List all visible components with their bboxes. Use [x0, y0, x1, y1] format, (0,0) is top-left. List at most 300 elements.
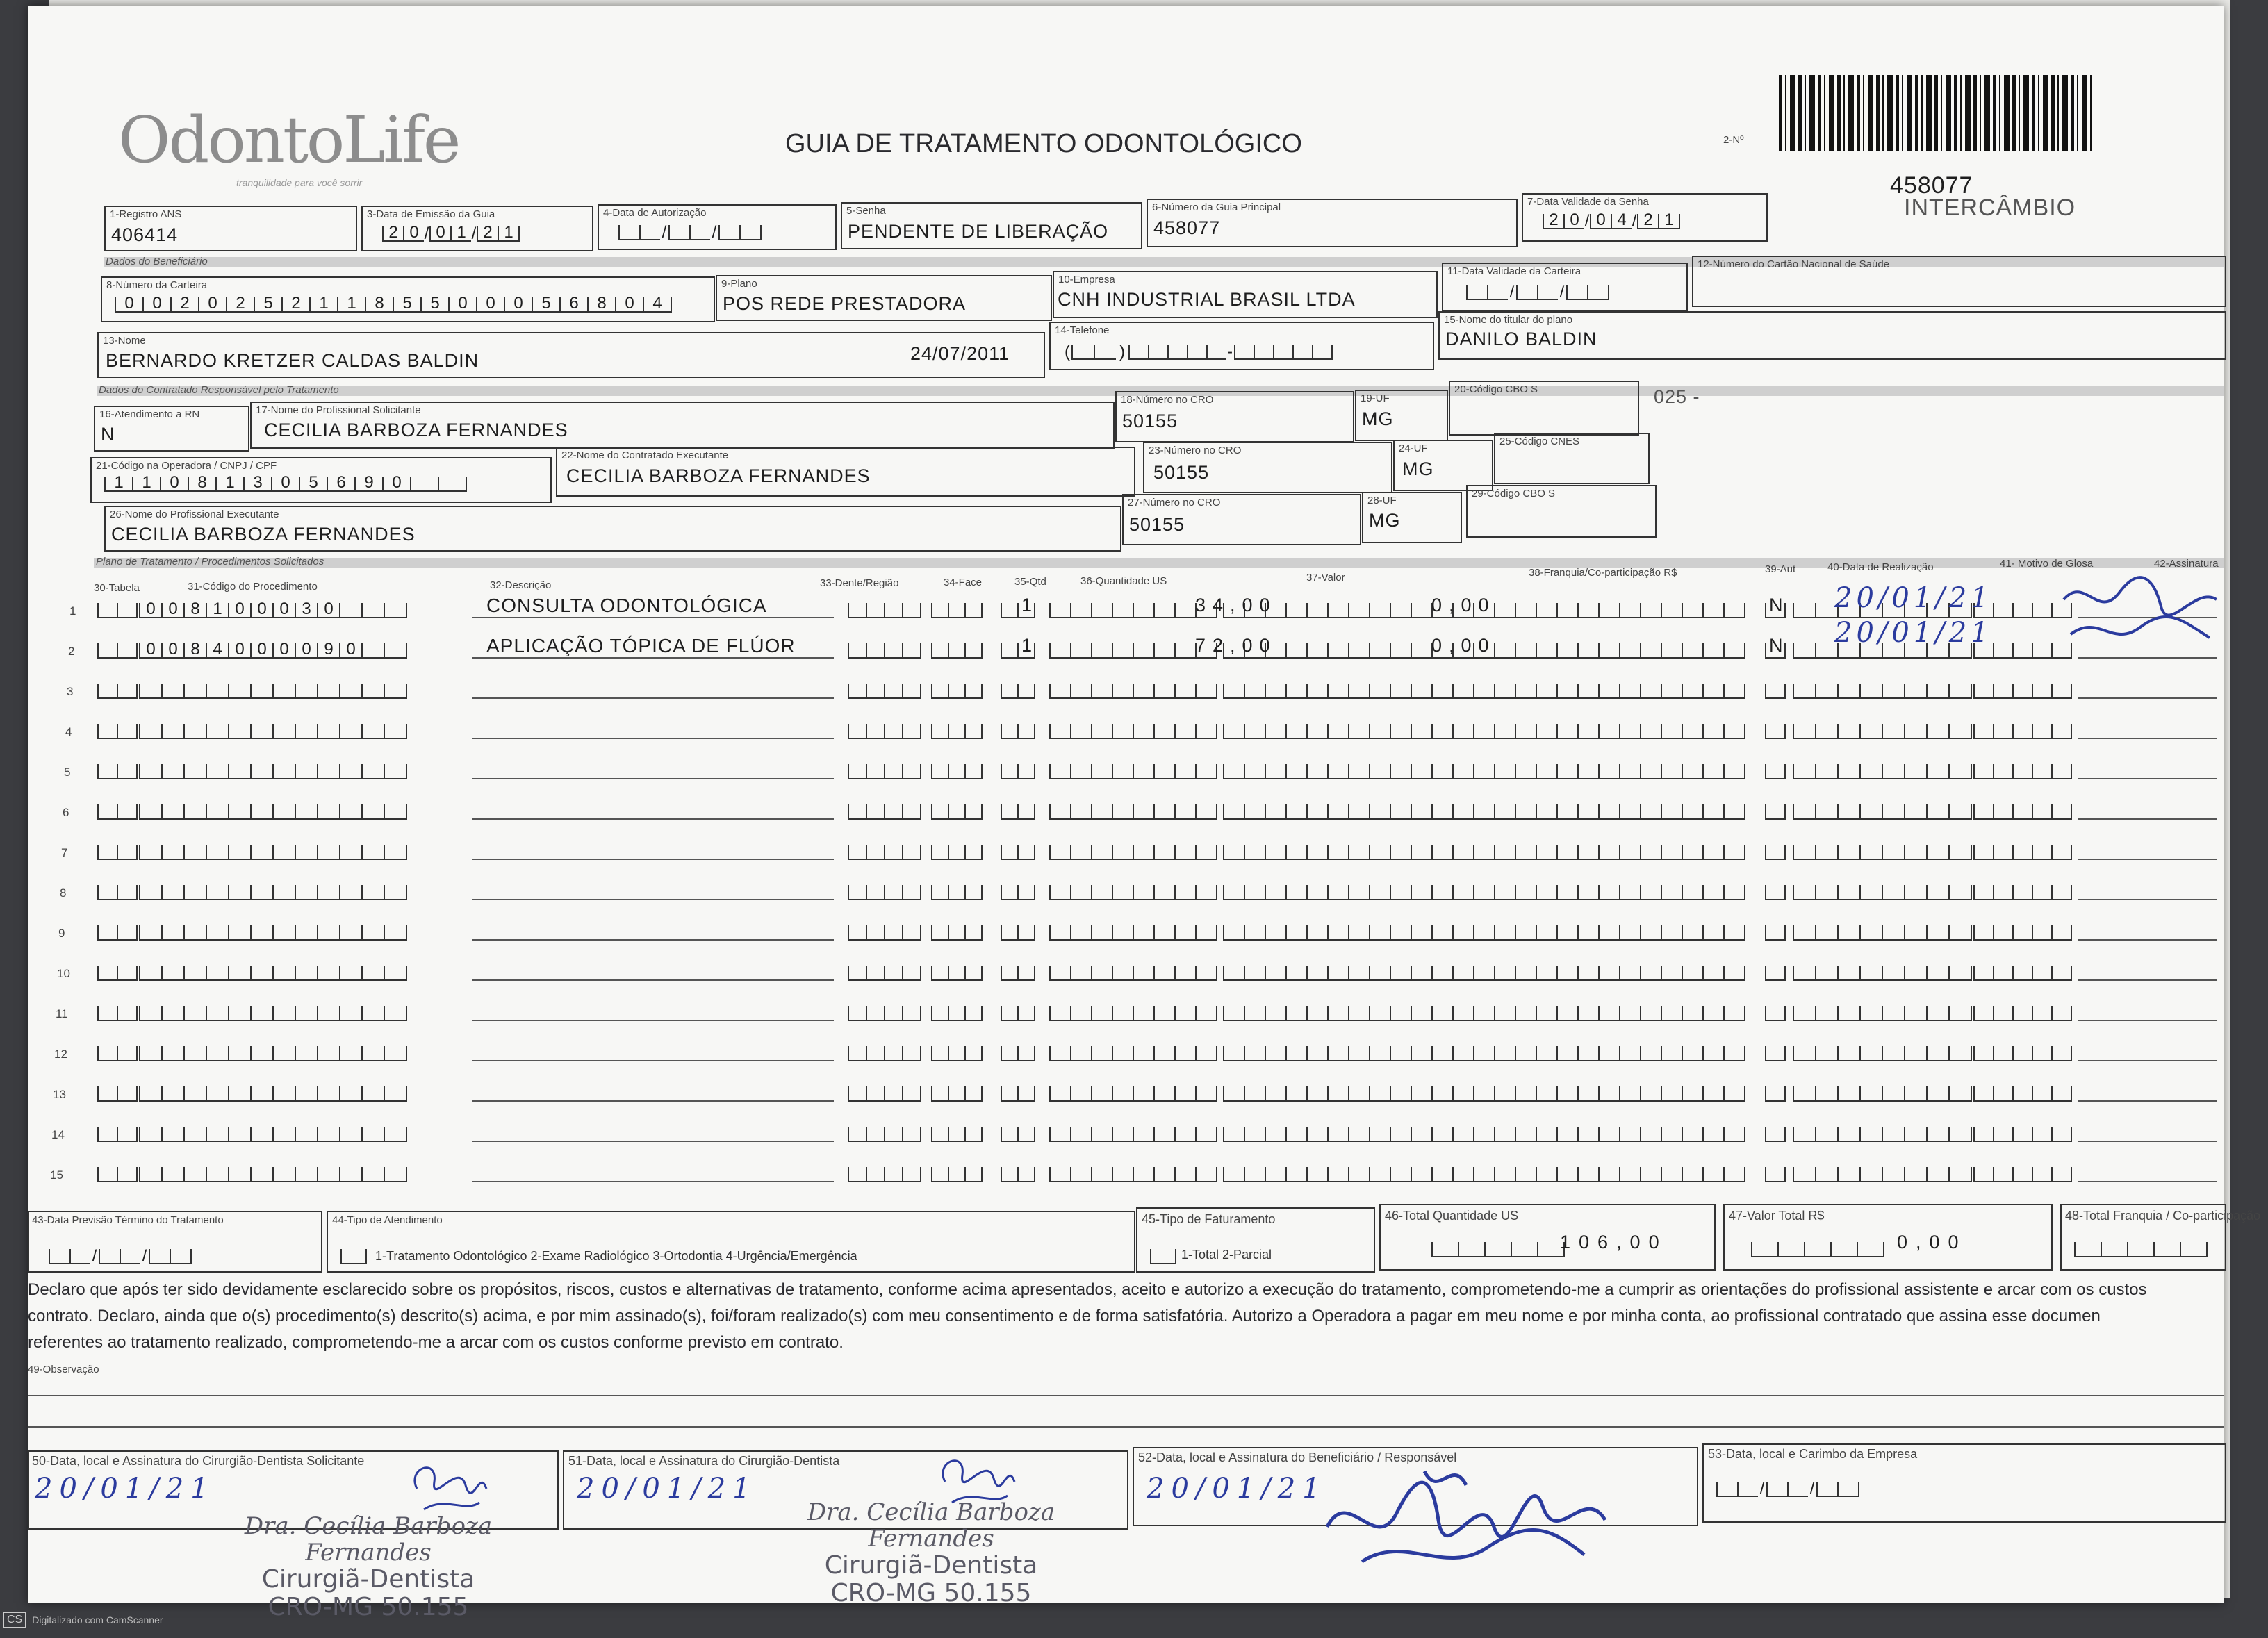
row-face-cells — [931, 845, 983, 860]
col-codigo: 31-Código do Procedimento — [188, 581, 318, 593]
stamp-2-name: Dra. Cecília Barboza Fernandes — [807, 1498, 1055, 1553]
row-qtd-us-cells — [1049, 845, 1217, 860]
row-number: 9 — [58, 927, 65, 940]
page-title: GUIA DE TRATAMENTO ODONTOLÓGICO — [785, 129, 1302, 158]
uf-19-label: 19-UF — [1361, 392, 1390, 404]
telefone-label: 14-Telefone — [1055, 324, 1110, 336]
row-qtd-cells — [1001, 1046, 1035, 1061]
row-assinatura-line[interactable] — [2078, 1141, 2217, 1142]
row-aut-cells — [1765, 684, 1786, 699]
row-dente-cells — [848, 885, 921, 900]
row-qtd-cells — [1001, 1127, 1035, 1142]
row-number: 11 — [56, 1007, 68, 1020]
row-tabela-cells — [97, 1006, 138, 1021]
previsao-termino-label: 43-Data Previsão Término do Tratamento — [32, 1214, 224, 1226]
franquia-total-cells — [2074, 1242, 2208, 1257]
row-dente-cells — [848, 1086, 921, 1102]
row-data-cells — [1793, 1167, 1972, 1182]
row-assinatura-line[interactable] — [2078, 697, 2217, 699]
col-data-realizacao: 40-Data de Realização — [1827, 561, 1934, 573]
row-data-cells — [1793, 966, 1972, 981]
row-descricao-line[interactable] — [472, 1060, 834, 1061]
row-number: 15 — [50, 1168, 63, 1182]
row-qtd-us-cells — [1049, 1167, 1217, 1182]
signature-52-label: 52-Data, local e Assinatura do Beneficiário / Responsável — [1138, 1450, 1457, 1464]
row-tabela-cells — [97, 966, 138, 981]
col-franquia: 38-Franquia/Co-participação R$ — [1529, 567, 1677, 579]
uf-24-label: 24-UF — [1399, 442, 1428, 454]
row-aut-cells — [1765, 804, 1786, 820]
row-dente-cells — [848, 845, 921, 860]
row-dente-cells — [848, 764, 921, 779]
row-glosa-cells — [1973, 1006, 2072, 1021]
row-codigo-cells — [139, 764, 407, 779]
row-qtd-cells — [1001, 684, 1035, 699]
row-data-cells — [1793, 1006, 1972, 1021]
uf-28-label: 28-UF — [1367, 495, 1397, 506]
row-data-cells — [1793, 684, 1972, 699]
row-qtd-us-cells — [1049, 764, 1217, 779]
row-tabela-cells — [97, 603, 138, 618]
solicitante-value: CECILIA BARBOZA FERNANDES — [264, 420, 568, 440]
row-dente-cells — [848, 684, 921, 699]
registro-ans-value: 406414 — [111, 224, 179, 245]
validade-senha-label: 7-Data Validade da Senha — [1527, 196, 1649, 208]
row-qtd-us-cells — [1049, 684, 1217, 699]
row-glosa-cells — [1973, 885, 2072, 900]
guia-principal-value: 458077 — [1153, 217, 1221, 238]
row-assinatura-line[interactable] — [2078, 859, 2217, 860]
col-dente: 33-Dente/Região — [820, 577, 899, 589]
row-dente-cells — [848, 1167, 921, 1182]
row-number: 12 — [54, 1048, 67, 1061]
row-codigo-cells — [139, 1006, 407, 1021]
uf-24-value: MG — [1402, 458, 1434, 479]
row-aut-cells — [1765, 1127, 1786, 1142]
row-glosa-cells — [1973, 764, 2072, 779]
cnes-label: 25-Código CNES — [1499, 436, 1580, 447]
signature-50-date: 20/01/21 — [35, 1473, 215, 1505]
row-tabela-cells — [97, 804, 138, 820]
total-us-value: 106,00 — [1560, 1232, 1668, 1252]
nome-value: BERNARDO KRETZER CALDAS BALDIN — [106, 350, 479, 371]
row-qtd-cells — [1001, 724, 1035, 739]
row-face-cells — [931, 643, 983, 659]
row-valor-cells — [1223, 724, 1474, 739]
row-qtd-cells — [1001, 1167, 1035, 1182]
row-assinatura-line[interactable] — [2078, 899, 2217, 900]
dentist-stamp-2 — [757, 1499, 1105, 1608]
col-aut: 39-Aut — [1765, 563, 1796, 575]
row-codigo-cells — [139, 804, 407, 820]
row-number: 3 — [67, 685, 74, 698]
row-descricao-line[interactable] — [472, 617, 834, 618]
nascimento-value: 24/07/2011 — [910, 343, 1010, 364]
row-qtd-cells — [1001, 764, 1035, 779]
carteira-cells: 0 0 2 0 2 5 2 1 1 8 5 5 0 0 0 5 6 8 0 4 — [115, 297, 672, 313]
row-number: 4 — [65, 725, 72, 738]
row-franquia-cells — [1473, 966, 1745, 981]
row-franquia-cells — [1473, 845, 1745, 860]
titular-label: 15-Nome do titular do plano — [1444, 314, 1573, 326]
row-data-cells — [1793, 724, 1972, 739]
atendimento-rn-label: 16-Atendimento a RN — [99, 408, 200, 420]
cbo-20-value: 025 - — [1654, 386, 1700, 407]
row-franquia-cells — [1473, 804, 1745, 820]
row-qtd-us-cells — [1049, 925, 1217, 941]
row-descricao-line[interactable] — [472, 899, 834, 900]
logo — [118, 103, 459, 188]
row-face-cells — [931, 925, 983, 941]
cro-23-label: 23-Número no CRO — [1149, 445, 1242, 456]
row-glosa-cells — [1973, 684, 2072, 699]
row-qtd: 1 — [1021, 595, 1040, 615]
cro-27-label: 27-Número no CRO — [1128, 497, 1221, 508]
row-valor-cells — [1223, 764, 1474, 779]
row-tabela-cells — [97, 724, 138, 739]
row-qtd-us-cells — [1049, 603, 1217, 618]
row-dente-cells — [848, 1006, 921, 1021]
row-glosa-cells — [1973, 1046, 2072, 1061]
row-aut-cells — [1765, 1086, 1786, 1102]
row-valor-cells — [1223, 885, 1474, 900]
row-franquia-cells — [1473, 1127, 1745, 1142]
row-assinatura-line[interactable] — [2078, 1181, 2217, 1182]
row-assinatura-line[interactable] — [2078, 738, 2217, 739]
row-tabela-cells — [97, 643, 138, 659]
row-valor-cells — [1223, 804, 1474, 820]
executante-contratado-label: 22-Nome do Contratado Executante — [561, 449, 729, 461]
barcode — [1779, 75, 2092, 151]
row-franquia-cells — [1473, 643, 1745, 659]
row-descricao-line[interactable] — [472, 939, 834, 941]
cro-18-value: 50155 — [1122, 411, 1178, 431]
row-codigo-cells — [139, 1086, 407, 1102]
signature-53-label: 53-Data, local e Carimbo da Empresa — [1708, 1447, 1918, 1461]
dentist-stamp-1 — [195, 1513, 542, 1622]
row-face-cells — [931, 1006, 983, 1021]
solicitante-label: 17-Nome do Profissional Solicitante — [256, 404, 421, 416]
row-descricao-line[interactable] — [472, 979, 834, 981]
row-codigo-cells — [139, 966, 407, 981]
row-number: 5 — [64, 766, 71, 779]
row-codigo-cells — [139, 885, 407, 900]
valor-total-label: 47-Valor Total R$ — [1729, 1209, 1825, 1223]
row-descricao: APLICAÇÃO TÓPICA DE FLÚOR — [486, 635, 796, 656]
uf-19-value: MG — [1362, 408, 1394, 429]
row-face-cells — [931, 764, 983, 779]
stamp-1-cro: CRO-MG 50.155 — [268, 1593, 469, 1622]
row-qtd: 1 — [1021, 635, 1040, 656]
franquia-total-label: 48-Total Franquia / Co-participação — [2065, 1209, 2261, 1223]
nome-label: 13-Nome — [103, 335, 146, 347]
row-dente-cells — [848, 724, 921, 739]
cro-27-value: 50155 — [1129, 514, 1185, 535]
col-qtd: 35-Qtd — [1014, 576, 1046, 588]
row-valor-cells — [1223, 966, 1474, 981]
row-valor-cells — [1223, 684, 1474, 699]
row-franquia-cells — [1473, 1167, 1745, 1182]
row-aut-cells — [1765, 724, 1786, 739]
row-number: 7 — [61, 846, 68, 859]
row-tabela-cells — [97, 885, 138, 900]
row-number: 8 — [60, 886, 67, 900]
row-data-cells — [1793, 1046, 1972, 1061]
row-tabela-cells — [97, 1167, 138, 1182]
row-descricao-line[interactable] — [472, 1100, 834, 1102]
row-codigo-cells: 0 0 8 1 0 0 0 3 0 — [139, 603, 407, 618]
row-dente-cells — [848, 603, 921, 618]
row-franquia-cells — [1473, 764, 1745, 779]
row-franquia-cells — [1473, 1006, 1745, 1021]
dentist-initials-2 — [931, 1447, 1021, 1509]
row-qtd-us-cells — [1049, 1046, 1217, 1061]
row-descricao-line[interactable] — [472, 738, 834, 739]
row-valor-cells — [1223, 925, 1474, 941]
camscanner-icon: CS — [3, 1612, 26, 1628]
row-assinatura-line[interactable] — [2078, 1100, 2217, 1102]
stamp-2-cro: CRO-MG 50.155 — [830, 1579, 1032, 1608]
row-codigo-cells — [139, 1167, 407, 1182]
row-codigo-cells — [139, 925, 407, 941]
col-motivo-glosa: 41- Motivo de Glosa — [2000, 558, 2094, 570]
row-data-cells — [1793, 925, 1972, 941]
row-tabela-cells — [97, 1086, 138, 1102]
row-glosa-cells — [1973, 1086, 2072, 1102]
cro-18-label: 18-Número no CRO — [1121, 394, 1214, 406]
cns-label: 12-Número do Cartão Nacional de Saúde — [1698, 258, 1889, 270]
row-face-cells — [931, 1167, 983, 1182]
row-data-cells — [1793, 1086, 1972, 1102]
row-assinatura-line[interactable] — [2078, 657, 2217, 659]
row-tabela-cells — [97, 925, 138, 941]
row-valor-cells — [1223, 1046, 1474, 1061]
stamp-1-role: Cirurgiã-Dentista — [261, 1565, 475, 1594]
col-descricao: 32-Descrição — [490, 579, 552, 591]
tipo-faturamento-checkbox[interactable] — [1150, 1249, 1176, 1264]
previsao-termino-cells: / / — [49, 1249, 192, 1264]
row-assinatura-line[interactable] — [2078, 1020, 2217, 1021]
cbo-29-label: 29-Código CBO S — [1472, 488, 1556, 499]
row-face-cells — [931, 885, 983, 900]
row-number: 2 — [68, 645, 75, 658]
row-signature-scribble — [2057, 572, 2224, 655]
codigo-operadora-label: 21-Código na Operadora / CNPJ / CPF — [96, 460, 277, 472]
row-tabela-cells — [97, 764, 138, 779]
row-qtd-us-cells — [1049, 1006, 1217, 1021]
stamp-1-name: Dra. Cecília Barboza Fernandes — [244, 1512, 493, 1567]
total-us-label: 46-Total Quantidade US — [1385, 1209, 1519, 1223]
col-qtd-us: 36-Quantidade US — [1080, 575, 1167, 587]
row-tabela-cells — [97, 845, 138, 860]
senha-label: 5-Senha — [846, 205, 886, 217]
row-aut: N — [1769, 635, 1790, 656]
titular-value: DANILO BALDIN — [1445, 329, 1597, 349]
row-qtd-cells — [1001, 804, 1035, 820]
executante-contratado-value: CECILIA BARBOZA FERNANDES — [566, 465, 871, 486]
row-qtd-cells — [1001, 885, 1035, 900]
row-qtd-cells — [1001, 925, 1035, 941]
uf-28-value: MG — [1369, 510, 1401, 531]
row-assinatura-line[interactable] — [2078, 979, 2217, 981]
total-us-cells — [1431, 1242, 1565, 1257]
row-aut-cells — [1765, 1167, 1786, 1182]
row-glosa-cells — [1973, 966, 2072, 981]
empresa-value: CNH INDUSTRIAL BRASIL LTDA — [1058, 289, 1356, 310]
row-dente-cells — [848, 1127, 921, 1142]
signature-52-date: 20/01/21 — [1147, 1473, 1327, 1505]
row-descricao-line[interactable] — [472, 1020, 834, 1021]
row-face-cells — [931, 1127, 983, 1142]
row-aut-cells — [1765, 966, 1786, 981]
row-qtd-us: 34,00 — [1195, 595, 1277, 615]
section-contratado: Dados do Contratado Responsável pelo Tratamento — [99, 384, 339, 396]
row-qtd-us-cells — [1049, 1127, 1217, 1142]
row-number: 1 — [69, 604, 76, 618]
tipo-faturamento-label: 45-Tipo de Faturamento — [1142, 1212, 1276, 1226]
row-face-cells — [931, 966, 983, 981]
empresa-label: 10-Empresa — [1058, 274, 1115, 286]
dentist-initials-1 — [403, 1454, 493, 1516]
row-assinatura-line[interactable] — [2078, 939, 2217, 941]
row-qtd-cells — [1001, 966, 1035, 981]
row-descricao-line[interactable] — [472, 657, 834, 659]
row-assinatura-line[interactable] — [2078, 778, 2217, 779]
row-descricao: CONSULTA ODONTOLÓGICA — [486, 595, 767, 616]
row-franquia-cells — [1473, 724, 1745, 739]
logo-tagline: tranquilidade para você sorrir — [236, 177, 363, 188]
row-codigo-cells — [139, 845, 407, 860]
profissional-executante-value: CECILIA BARBOZA FERNANDES — [111, 524, 416, 545]
row-qtd-cells — [1001, 1006, 1035, 1021]
profissional-executante-label: 26-Nome do Profissional Executante — [110, 508, 279, 520]
row-number: 13 — [53, 1088, 66, 1101]
row-glosa-cells — [1973, 925, 2072, 941]
plano-label: 9-Plano — [721, 278, 757, 290]
row-qtd-cells — [1001, 1086, 1035, 1102]
telefone-cells: ( ) - — [1063, 345, 1333, 360]
declaracao-line-1: Declaro que após ter sido devidamente esclarecido sobre os propósitos, riscos, custos e alternativas de tratamento, conforme acima apresentados, aceito e autorizo a execução do tratamento, comprometendo-me a cumprir as orientações do profissional assistente e arcar com os custos — [28, 1280, 2147, 1299]
data-autorizacao-label: 4-Data de Autorização — [603, 207, 707, 219]
row-tabela-cells — [97, 684, 138, 699]
data-emissao-label: 3-Data de Emissão da Guia — [367, 208, 495, 220]
observacao-label: 49-Observação — [28, 1364, 99, 1375]
observacao-line-2 — [28, 1426, 2224, 1428]
row-valor-cells — [1223, 1167, 1474, 1182]
row-codigo-cells — [139, 1127, 407, 1142]
row-qtd-us-cells — [1049, 643, 1217, 659]
declaracao-line-2: contrato. Declaro, ainda que o(s) procedimento(s) descrito(s) acima, e por mim assinado(s), foi/foram realizado(s) com meu consentimento e de forma satisfatória. Autorizo a Operadora a pagar em meu nome e por minha conta, ao profissional contratado que assina esse documen — [28, 1307, 2101, 1325]
row1-handwritten-date: 20/01/21 — [1834, 582, 1993, 614]
row-dente-cells — [848, 966, 921, 981]
guia-type: INTERCÂMBIO — [1904, 195, 2076, 221]
row-codigo-cells — [139, 1046, 407, 1061]
col-valor: 37-Valor — [1306, 572, 1345, 584]
row-qtd-us-cells — [1049, 804, 1217, 820]
row-codigo-cells — [139, 724, 407, 739]
senha-value: PENDENTE DE LIBERAÇÃO — [848, 221, 1109, 242]
signature-51-date: 20/01/21 — [577, 1473, 757, 1505]
guia-number-label: 2-Nº — [1723, 134, 1744, 146]
col-tabela: 30-Tabela — [94, 582, 140, 594]
row-glosa-cells — [1973, 804, 2072, 820]
col-assinatura: 42-Assinatura — [2154, 558, 2219, 570]
row-aut-cells — [1765, 845, 1786, 860]
row-aut-cells — [1765, 885, 1786, 900]
row-codigo-cells — [139, 684, 407, 699]
row-face-cells — [931, 724, 983, 739]
data-autorizacao-cells: / / — [618, 225, 762, 240]
stamp-2-role: Cirurgiã-Dentista — [824, 1551, 1038, 1580]
row-aut: N — [1769, 595, 1790, 615]
observacao-line-1 — [28, 1395, 2224, 1396]
row-descricao-line[interactable] — [472, 778, 834, 779]
row-number: 6 — [63, 806, 69, 819]
logo-text: OdontoLife — [118, 103, 459, 177]
row-franquia-cells — [1473, 603, 1745, 618]
validade-senha-cells: 2 0 / 0 4 / 2 1 — [1543, 214, 1680, 229]
section-plano-tratamento: Plano de Tratamento / Procedimentos Solicitados — [96, 556, 324, 568]
row2-handwritten-date: 20/01/21 — [1834, 617, 1993, 649]
row-dente-cells — [848, 925, 921, 941]
row-data-cells — [1793, 804, 1972, 820]
row-descricao-line[interactable] — [472, 859, 834, 860]
section-beneficiario: Dados do Beneficiário — [106, 256, 208, 267]
col-face: 34-Face — [944, 577, 983, 588]
row-qtd-us-cells — [1049, 966, 1217, 981]
tipo-faturamento-options: 1-Total 2-Parcial — [1181, 1248, 1272, 1261]
row-codigo-cells: 0 0 8 4 0 0 0 0 9 0 — [139, 643, 407, 659]
tipo-atendimento-label: 44-Tipo de Atendimento — [332, 1214, 443, 1226]
row-descricao-line[interactable] — [472, 1181, 834, 1182]
row-descricao-line[interactable] — [472, 697, 834, 699]
row-dente-cells — [848, 1046, 921, 1061]
row-franquia-cells — [1473, 684, 1745, 699]
row-dente-cells — [848, 643, 921, 659]
row-qtd-us-cells — [1049, 885, 1217, 900]
row-tabela-cells — [97, 1127, 138, 1142]
guia-principal-label: 6-Número da Guia Principal — [1152, 201, 1281, 213]
row-assinatura-line[interactable] — [2078, 1060, 2217, 1061]
codigo-operadora-cells: 1 1 0 8 1 3 0 5 6 9 0 — [104, 477, 467, 492]
valor-total-cells — [1751, 1242, 1884, 1257]
row-aut-cells — [1765, 1046, 1786, 1061]
row-face-cells — [931, 1086, 983, 1102]
row-franquia-cells — [1473, 1046, 1745, 1061]
signature-51-label: 51-Data, local e Assinatura do Cirurgião-Dentista — [568, 1454, 840, 1468]
registro-ans-label: 1-Registro ANS — [110, 208, 182, 220]
row-glosa-cells — [1973, 1127, 2072, 1142]
row-qtd-us: 72,00 — [1195, 635, 1277, 656]
row-qtd-cells — [1001, 845, 1035, 860]
plano-value: POS REDE PRESTADORA — [723, 293, 967, 314]
row-aut-cells — [1765, 925, 1786, 941]
row-number: 14 — [51, 1128, 65, 1141]
tipo-atendimento-checkbox[interactable] — [340, 1249, 367, 1264]
row-assinatura-line[interactable] — [2078, 818, 2217, 820]
row-valor-cells — [1223, 845, 1474, 860]
guia-number: 458077 — [1890, 172, 1973, 199]
row-number: 10 — [57, 967, 70, 980]
row-valor-cells — [1223, 1086, 1474, 1102]
row-descricao-line[interactable] — [472, 1141, 834, 1142]
validade-carteira-cells: / / — [1466, 285, 1609, 300]
row-face-cells — [931, 603, 983, 618]
row-descricao-line[interactable] — [472, 818, 834, 820]
row-tabela-cells — [97, 1046, 138, 1061]
row-dente-cells — [848, 804, 921, 820]
row-data-cells — [1793, 1127, 1972, 1142]
